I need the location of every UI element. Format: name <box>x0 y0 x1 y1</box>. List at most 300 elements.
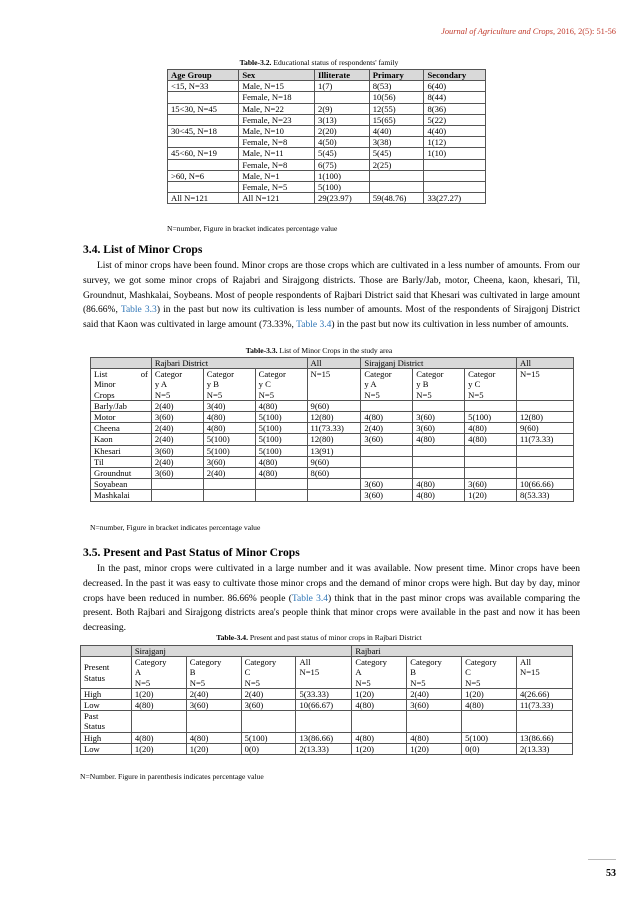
table-cell: 4(80) <box>352 700 407 711</box>
table-row <box>91 479 574 490</box>
table-cell: 1(20) <box>462 688 517 699</box>
table-cell: 2(20) <box>315 126 370 137</box>
table-cell: 5(100) <box>255 423 307 434</box>
category-header-line: Categor <box>468 369 496 380</box>
table2-header: Secondary <box>424 70 486 81</box>
table3-group-header: All <box>307 358 361 369</box>
table-cell: Male, N=10 <box>239 126 315 137</box>
table-cell: 8(53.33) <box>517 490 574 501</box>
table-cell: Female, N=5 <box>239 182 315 193</box>
table2-note: N=number, Figure in bracket indicates percentage value <box>167 224 338 233</box>
category-header-line: Category <box>465 657 497 668</box>
table-cell: Male, N=1 <box>239 170 315 181</box>
table-cell <box>241 711 296 732</box>
category-header-line: N=5 <box>206 389 223 400</box>
table-cell <box>407 711 462 732</box>
category-header-line: N=5 <box>189 677 206 688</box>
table-row <box>168 182 486 193</box>
table-cell <box>81 646 132 657</box>
table-cell: 2(25) <box>369 159 424 170</box>
table2-header: Age Group <box>168 70 239 81</box>
category-header-line: Categor <box>154 369 183 380</box>
table-row <box>81 732 573 743</box>
table2-header: Sex <box>239 70 315 81</box>
table-cell <box>307 479 361 490</box>
list-header-word: List <box>94 369 108 380</box>
category-header-line: Category <box>189 657 222 668</box>
table-row <box>168 159 486 170</box>
table4-category-header <box>407 657 462 689</box>
section-3-4-paragraph: List of minor crops have been found. Minor crops are those crops which are cultivated in a less number of amounts. From our survey, we got some minor crops of Rajabri and Sirajgong districts. Those are Barly/Jab, motor, Cheena, kaon, khesari, Til, Groundnut, Mashkalai, Soybeans. Most of people respondents of Rajbari District said that Khesari was cultivated in large amount (86.66%, Table 3.3) in the past but now its cultivation is less number of amounts. Most of the respondents of Sirajgonj District said that Kaon was cultivated in large amount (73.33%, Table 3.4) in the past but now its cultivation in less number of amounts. <box>83 261 580 331</box>
table-cell: All N=121 <box>168 193 239 204</box>
table-cell <box>186 711 241 732</box>
list-header-line: Crops <box>94 389 115 400</box>
table-cell: 13(86.66) <box>517 732 573 743</box>
section-3-4-title: 3.4. List of Minor Crops <box>83 243 203 256</box>
table-cell: 2(40) <box>151 423 203 434</box>
table3-caption: Table-3.3. List of Minor Crops in the study area <box>245 346 393 355</box>
table-cell <box>517 456 574 467</box>
table-row <box>91 358 574 369</box>
table-cell <box>517 400 574 411</box>
table-row <box>81 657 573 689</box>
table-cell <box>424 170 486 181</box>
table-cell <box>465 445 517 456</box>
table3-group-header: All <box>517 358 574 369</box>
table-cell: Barly/Jab <box>91 400 152 411</box>
table-cell: 3(60) <box>203 456 255 467</box>
table-row <box>168 81 486 92</box>
table-cell: Female, N=23 <box>239 114 315 125</box>
table-cell: 8(60) <box>307 468 361 479</box>
table-cell <box>168 159 239 170</box>
table-cell: 12(80) <box>307 412 361 423</box>
table-cell: >60, N=6 <box>168 170 239 181</box>
category-header-line: B <box>410 667 416 678</box>
table-cell: 15<30, N=45 <box>168 103 239 114</box>
table-cell: 0(0) <box>462 743 517 754</box>
table-cell <box>361 468 413 479</box>
category-header-line: Categor <box>206 369 234 380</box>
category-header-line: N=5 <box>134 677 151 688</box>
table-cell <box>465 456 517 467</box>
table-cell <box>168 92 239 103</box>
table-cell: 4(80) <box>413 479 465 490</box>
table-cell: 9(60) <box>517 423 574 434</box>
table-cell: 4(80) <box>413 490 465 501</box>
table3-category-header <box>465 369 517 401</box>
table-cell <box>203 490 255 501</box>
category-header-line: N=5 <box>355 677 371 688</box>
table3-group-header: Sirajganj District <box>361 358 517 369</box>
table-cell: 5(100) <box>241 732 296 743</box>
category-header-line: Categor <box>364 369 392 380</box>
table-cell: 6(75) <box>315 159 370 170</box>
table-cell: 11(73.33) <box>517 700 573 711</box>
table-row <box>168 92 486 103</box>
table-cell <box>307 490 361 501</box>
table-cell <box>413 445 465 456</box>
table4-category-header <box>352 657 407 689</box>
table-cell: 4(80) <box>255 456 307 467</box>
table-cell <box>91 358 152 369</box>
table-cell: 3(60) <box>241 700 296 711</box>
table-cell: 2(40) <box>186 688 241 699</box>
all-header-line: N=15 <box>520 667 540 678</box>
table-cell <box>361 400 413 411</box>
table-row <box>91 434 574 445</box>
table-cell: 2(40) <box>407 688 462 699</box>
table-cell: 4(80) <box>462 700 517 711</box>
table-present-past-status <box>80 645 573 755</box>
table-cell <box>352 711 407 732</box>
past-status-line: Status <box>84 721 106 732</box>
table-cell: <15, N=33 <box>168 81 239 92</box>
table-cell: 1(20) <box>186 743 241 754</box>
table-cell: 13(86.66) <box>296 732 352 743</box>
table-cell: 59(48.76) <box>369 193 424 204</box>
table-cell: 5(100) <box>315 182 370 193</box>
table4-all-header <box>296 657 352 689</box>
all-header-line: All <box>299 657 311 668</box>
table-cell: 1(10) <box>424 148 486 159</box>
table-cell: 1(20) <box>465 490 517 501</box>
table-cell <box>369 170 424 181</box>
table-cell: 1(12) <box>424 137 486 148</box>
table-cell: Khesari <box>91 445 152 456</box>
table-cell: Female, N=18 <box>239 92 315 103</box>
table-cell: 8(53) <box>369 81 424 92</box>
table-cell: 2(13.33) <box>296 743 352 754</box>
table-cell <box>462 711 517 732</box>
table-row <box>168 170 486 181</box>
table-cell <box>361 456 413 467</box>
category-header-line: B <box>189 667 196 678</box>
table2-header: Primary <box>369 70 424 81</box>
table-cell: 5(100) <box>465 412 517 423</box>
table4-status-header <box>81 657 132 689</box>
category-header-line: Category <box>410 657 442 668</box>
table-row <box>168 193 486 204</box>
table-minor-crops <box>90 357 574 502</box>
table-cell: Male, N=15 <box>239 81 315 92</box>
table-row <box>168 103 486 114</box>
all-header-line: All <box>520 657 531 668</box>
table-cell: 4(80) <box>352 732 407 743</box>
table-cell: 3(60) <box>151 468 203 479</box>
table-cell <box>168 182 239 193</box>
table-cell: 33(27.27) <box>424 193 486 204</box>
category-header-line: y B <box>206 379 219 390</box>
category-header-line: N=5 <box>154 389 171 400</box>
category-header-line: N=5 <box>364 389 380 400</box>
table-cell: 30<45, N=18 <box>168 126 239 137</box>
table-row <box>81 688 573 699</box>
table-cell: 11(73.33) <box>307 423 361 434</box>
table4-caption: Table-3.4. Present and past status of minor crops in Rajbari District <box>216 633 422 642</box>
category-header-line: y B <box>416 379 429 390</box>
table-row <box>81 711 573 732</box>
table-row <box>91 400 574 411</box>
table-cell: 2(9) <box>315 103 370 114</box>
category-header-line: N=5 <box>468 389 484 400</box>
table-cell: 2(40) <box>241 688 296 699</box>
table-row <box>91 456 574 467</box>
table-cell: 4(50) <box>315 137 370 148</box>
table-educational-status <box>167 69 486 204</box>
page-number: 53 <box>606 868 616 879</box>
table-cell <box>413 456 465 467</box>
table-cell: 2(40) <box>361 423 413 434</box>
table-cell: 4(40) <box>369 126 424 137</box>
table-row <box>81 743 573 754</box>
category-header-line: C <box>244 667 251 678</box>
category-header-line: N=5 <box>416 389 432 400</box>
table-cell: 4(80) <box>361 412 413 423</box>
table-cell: 11(73.33) <box>517 434 574 445</box>
table-cell: 3(60) <box>186 700 241 711</box>
section-3-5-paragraph: In the past, minor crops were cultivated in a large number and it was available. Now present time. Minor crops have been decreased. In the past it was easy to cultivate those minor crops and the demand of minor crops were high. But day by day, minor crops have been reduced in number. 86.66% people (Table 3.4) think that in the past minor crops was available comparing the present. Both Rajbari and Sirajgong districts area's people think that minor crops were available in the past and now it has been decreasing. <box>83 564 581 634</box>
table4-category-header <box>241 657 296 689</box>
table3-all-header: N=15 <box>307 369 361 401</box>
table4-category-header <box>186 657 241 689</box>
table-cell: 3(38) <box>369 137 424 148</box>
status-header-line: Status <box>84 672 106 683</box>
table-cell <box>151 490 203 501</box>
table-cell: 2(40) <box>151 434 203 445</box>
table-row <box>168 114 486 125</box>
table-cell: Female, N=8 <box>239 159 315 170</box>
journal-header: Journal of Agriculture and Crops, 2016, 2(5): 51-56 <box>441 27 616 36</box>
table-cell: 3(40) <box>203 400 255 411</box>
table-cell: 1(100) <box>315 170 370 181</box>
table-cell: High <box>81 688 132 699</box>
table-cell: 4(80) <box>203 423 255 434</box>
table-cell <box>131 711 186 732</box>
table-cell <box>369 182 424 193</box>
table-cell: Til <box>91 456 152 467</box>
table-cell: 3(60) <box>361 479 413 490</box>
table-cell <box>168 137 239 148</box>
table-cell: 4(80) <box>407 732 462 743</box>
table-cell <box>413 468 465 479</box>
category-header-line: Categor <box>416 369 444 380</box>
table-cell: 5(22) <box>424 114 486 125</box>
category-header-line: y C <box>468 379 481 390</box>
table-cell: 10(66.67) <box>296 700 352 711</box>
table-row <box>91 412 574 423</box>
table-cell: Kaon <box>91 434 152 445</box>
table-cell: 13(91) <box>307 445 361 456</box>
table-cell: High <box>81 732 132 743</box>
table-cell: 3(60) <box>413 412 465 423</box>
table-cell: 1(20) <box>352 688 407 699</box>
table-cell: 4(80) <box>131 732 186 743</box>
table-cell: 8(36) <box>424 103 486 114</box>
table-cell: Motor <box>91 412 152 423</box>
table-cell <box>465 400 517 411</box>
table-cell: 2(13.33) <box>517 743 573 754</box>
table-cell: 5(45) <box>315 148 370 159</box>
table3-category-header <box>361 369 413 401</box>
table-cell: 2(40) <box>151 400 203 411</box>
table-cell: Mashkalai <box>91 490 152 501</box>
table4-past-status-header <box>81 711 132 732</box>
table-cell: 4(80) <box>413 434 465 445</box>
category-header-line: Category <box>244 657 277 668</box>
table-cell: Male, N=11 <box>239 148 315 159</box>
category-header-line: N=5 <box>258 389 274 400</box>
table-cell <box>203 479 255 490</box>
table-cell: 15(65) <box>369 114 424 125</box>
table-cell: 3(60) <box>413 423 465 434</box>
table-cell: 1(7) <box>315 81 370 92</box>
table-cell: 2(40) <box>203 468 255 479</box>
table-cell: 8(44) <box>424 92 486 103</box>
table-cell: 4(80) <box>255 400 307 411</box>
table-3-4-link[interactable]: Table 3.4 <box>296 320 332 331</box>
table4-note: N=Number. Figure in parenthesis indicates percentage value <box>80 772 264 781</box>
table-cell: 4(80) <box>203 412 255 423</box>
table-cell: 5(100) <box>255 434 307 445</box>
table-cell: Low <box>81 743 132 754</box>
table-cell: 3(60) <box>361 434 413 445</box>
table-cell: 12(55) <box>369 103 424 114</box>
table-cell <box>465 468 517 479</box>
table-cell: 3(60) <box>407 700 462 711</box>
table4-all-header <box>517 657 573 689</box>
table-cell: 3(60) <box>465 479 517 490</box>
table-cell: 1(20) <box>131 743 186 754</box>
table-cell <box>517 445 574 456</box>
table-cell: Soyabean <box>91 479 152 490</box>
table-cell: Female, N=8 <box>239 137 315 148</box>
all-header-line: N=15 <box>299 667 320 678</box>
list-header-line <box>94 369 148 379</box>
table-cell <box>168 114 239 125</box>
table2-caption: Table-3.2. Educational status of respondents' family <box>239 58 399 67</box>
table-cell: 3(60) <box>151 412 203 423</box>
table-row <box>91 490 574 501</box>
table-cell: 1(20) <box>352 743 407 754</box>
table-row <box>91 369 574 401</box>
table-cell: 45<60, N=19 <box>168 148 239 159</box>
table-cell: 29(23.97) <box>315 193 370 204</box>
table3-list-header <box>91 369 152 401</box>
table3-category-header <box>255 369 307 401</box>
table-cell <box>315 92 370 103</box>
table4-category-header <box>462 657 517 689</box>
table-cell: 12(80) <box>517 412 574 423</box>
table-cell: 10(56) <box>369 92 424 103</box>
table-cell: Low <box>81 700 132 711</box>
table-cell: 5(45) <box>369 148 424 159</box>
table-cell <box>517 468 574 479</box>
table-row <box>91 423 574 434</box>
table-cell: Cheena <box>91 423 152 434</box>
table-cell: 12(80) <box>307 434 361 445</box>
list-header-word: of <box>140 369 148 380</box>
category-header-line: Categor <box>258 369 286 380</box>
table-3-3-link[interactable]: Table 3.3 <box>120 305 157 316</box>
table-row <box>81 700 573 711</box>
table4-category-header <box>131 657 186 689</box>
table-cell: 4(80) <box>465 423 517 434</box>
table-cell <box>296 711 352 732</box>
table-row <box>168 137 486 148</box>
table-cell: 4(40) <box>424 126 486 137</box>
table-cell <box>517 711 573 732</box>
past-status-line: Past <box>84 711 99 722</box>
table3-note: N=number, Figure in bracket indicates percentage value <box>90 523 261 532</box>
table-cell: 9(60) <box>307 456 361 467</box>
table-row <box>168 126 486 137</box>
table-cell: 9(60) <box>307 400 361 411</box>
table3-group-header: Rajbari District <box>151 358 307 369</box>
table-cell: 5(100) <box>255 445 307 456</box>
table-cell: Groundnut <box>91 468 152 479</box>
table-row <box>91 468 574 479</box>
table-cell: 4(80) <box>255 468 307 479</box>
table-cell <box>424 159 486 170</box>
table-cell: 1(20) <box>407 743 462 754</box>
category-header-line: A <box>134 667 142 678</box>
category-header-line: N=5 <box>465 677 481 688</box>
table-cell: 4(80) <box>465 434 517 445</box>
table-row <box>81 646 573 657</box>
category-header-line: Category <box>134 657 167 668</box>
table-cell: 3(60) <box>151 445 203 456</box>
section-3-5-title: 3.5. Present and Past Status of Minor Crops <box>83 546 300 559</box>
table-cell <box>361 445 413 456</box>
category-header-line: N=5 <box>244 677 260 688</box>
table4-group-header: Rajbari <box>352 646 573 657</box>
list-header-line: Minor <box>94 379 116 390</box>
category-header-line: y A <box>154 379 168 390</box>
table-cell: 0(0) <box>241 743 296 754</box>
table3-all-header: N=15 <box>517 369 574 401</box>
table-cell <box>151 479 203 490</box>
table3-category-header <box>203 369 255 401</box>
table-cell: 6(40) <box>424 81 486 92</box>
table-cell: 10(66.66) <box>517 479 574 490</box>
table-3-4-link-2[interactable]: Table 3.4 <box>291 593 329 604</box>
category-header-line: N=5 <box>410 677 426 688</box>
table-row <box>168 148 486 159</box>
table-cell <box>424 182 486 193</box>
table-cell: 3(13) <box>315 114 370 125</box>
table-cell: 4(80) <box>131 700 186 711</box>
table-row <box>91 445 574 456</box>
table-cell: 4(80) <box>186 732 241 743</box>
table-cell: 2(40) <box>151 456 203 467</box>
table-cell <box>255 479 307 490</box>
table3-category-header <box>151 369 203 401</box>
footer-divider <box>588 859 616 860</box>
table2-header: Illiterate <box>315 70 370 81</box>
table-cell: 1(20) <box>131 688 186 699</box>
table4-group-header: Sirajganj <box>131 646 352 657</box>
table-cell: 4(26.66) <box>517 688 573 699</box>
table-cell: 5(100) <box>203 445 255 456</box>
table-cell: 3(60) <box>361 490 413 501</box>
table3-category-header <box>413 369 465 401</box>
table-cell <box>413 400 465 411</box>
table-cell: 5(33.33) <box>296 688 352 699</box>
table-cell: 5(100) <box>255 412 307 423</box>
table-cell: 5(100) <box>203 434 255 445</box>
status-header-line: Present <box>84 662 110 673</box>
